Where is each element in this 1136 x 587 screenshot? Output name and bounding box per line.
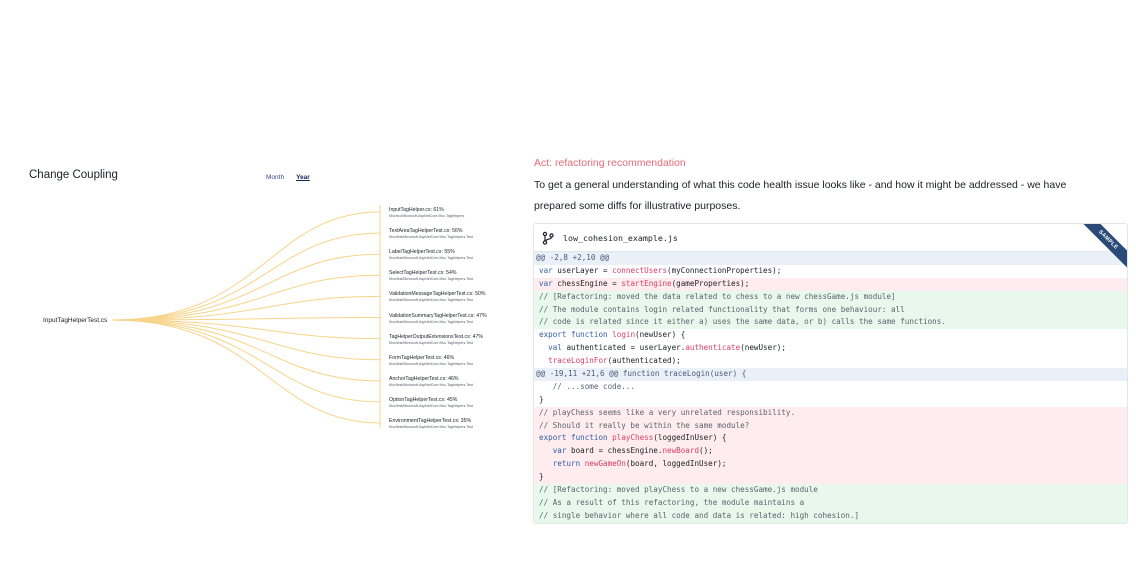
diff-added-line: // [Refactoring: moved the data related to chess to a new chessGame.js module] bbox=[534, 291, 1127, 304]
root-file-label[interactable]: InputTagHelperTest.cs bbox=[43, 317, 108, 324]
coupled-file-path: Mvc/test/Microsoft.AspNetCore.Mvc.TagHelpers.Test bbox=[389, 425, 473, 429]
git-branch-icon bbox=[541, 231, 555, 245]
coupled-file-item[interactable] bbox=[389, 249, 519, 261]
change-coupling-title: Change Coupling bbox=[29, 169, 118, 181]
diff-removed-line: var chessEngine = startEngine(gameProperties); bbox=[534, 278, 1127, 291]
diff-removed-line: export function playChess(loggedInUser) { bbox=[534, 432, 1127, 445]
diff-hunk-header: @@ -19,11 +21,6 @@ function traceLogin(user) { bbox=[534, 368, 1127, 381]
coupled-file-item[interactable] bbox=[389, 397, 519, 409]
diff-context-line: val authenticated = userLayer.authenticate(newUser); bbox=[534, 342, 1127, 355]
coupled-file-item[interactable] bbox=[389, 270, 519, 282]
diff-removed-line: var board = chessEngine.newBoard(); bbox=[534, 445, 1127, 458]
coupling-line bbox=[112, 320, 380, 360]
code-file-name: low_cohesion_example.js bbox=[563, 232, 678, 243]
coupled-file-path: Mvc/test/Microsoft.AspNetCore.Mvc.TagHelpers.Test bbox=[389, 277, 473, 282]
code-diff-card bbox=[533, 223, 1128, 524]
diff-removed-line: // Should it really be within the same module? bbox=[534, 420, 1127, 433]
coupled-file-name: EnvironmentTagHelperTest.cs: 35% bbox=[389, 418, 472, 424]
coupled-file-item[interactable] bbox=[389, 376, 519, 388]
coupled-file-path: Mvc/test/Microsoft.AspNetCore.Mvc.TagHelpers.Test bbox=[389, 256, 473, 261]
coupled-file-path: Mvc/src/Microsoft.AspNetCore.Mvc.TagHelpers bbox=[389, 214, 465, 218]
tab-month[interactable]: Month bbox=[266, 174, 285, 181]
coupled-file-path: Mvc/test/Microsoft.AspNetCore.Mvc.TagHelpers.Test bbox=[389, 382, 473, 387]
diff-context-line: export function login(newUser) { bbox=[534, 329, 1127, 342]
coupled-file-name: ValidationMessageTagHelperTest.cs: 50% bbox=[389, 291, 486, 298]
coupled-file-name: ValidationSummaryTagHelperTest.cs: 47% bbox=[389, 312, 487, 319]
diff-removed-line: return newGameOn(board, loggedInUser); bbox=[534, 458, 1127, 471]
diff-context-line: var userLayer = connectUsers(myConnectionProperties); bbox=[534, 265, 1127, 278]
change-coupling-panel bbox=[0, 0, 520, 587]
coupled-file-item[interactable] bbox=[389, 291, 519, 303]
coupled-file-name: TextAreaTagHelperTest.cs: 56% bbox=[389, 228, 463, 235]
diff-hunk-header: @@ -2,8 +2,10 @@ bbox=[534, 252, 1127, 265]
tab-year[interactable]: Year bbox=[296, 174, 310, 181]
coupled-file-name: SelectTagHelperTest.cs: 54% bbox=[389, 270, 457, 277]
coupling-line bbox=[112, 212, 380, 320]
coupled-file-path: Mvc/test/Microsoft.AspNetCore.Mvc.TagHelpers.Test bbox=[389, 361, 473, 366]
coupled-file-path: Mvc/test/Microsoft.AspNetCore.Mvc.TagHelpers.Test bbox=[389, 340, 473, 345]
diff-removed-line: // playChess seems like a very unrelated responsibility. bbox=[534, 407, 1127, 420]
coupled-file-path: Mvc/test/Microsoft.AspNetCore.Mvc.TagHelpers.Test bbox=[389, 403, 473, 408]
diff-added-line: // code is related since it either a) uses the same data, or b) calls the same functions. bbox=[534, 316, 1127, 329]
diff-removed-line: } bbox=[534, 471, 1127, 484]
diff-added-line: // single behavior where all code and data is related: high cohesion.] bbox=[534, 510, 1127, 523]
coupled-file-name: TagHelperOutputExtensionsTest.cs: 47% bbox=[389, 333, 483, 340]
coupled-file-name: FormTagHelperTest.cs: 46% bbox=[389, 354, 455, 361]
diff-added-line: // As a result of this refactoring, the module maintains a bbox=[534, 497, 1127, 510]
coupled-file-item[interactable] bbox=[389, 334, 519, 346]
sample-ribbon bbox=[1079, 224, 1127, 272]
sample-ribbon-label: SAMPLE bbox=[1079, 224, 1127, 270]
coupled-file-item[interactable] bbox=[389, 355, 519, 367]
coupled-file-item[interactable] bbox=[389, 313, 519, 325]
diff-context-line: // ...some code... bbox=[534, 381, 1127, 394]
coupled-file-item[interactable] bbox=[389, 228, 519, 240]
diff-added-line: // [Refactoring: moved playChess to a new chessGame.js module bbox=[534, 484, 1127, 497]
coupling-line bbox=[112, 320, 380, 381]
diff-added-line: // The module contains login related functionality that forms one behaviour: all bbox=[534, 304, 1127, 317]
recommendation-heading: Act: refactoring recommendation bbox=[534, 157, 686, 169]
code-card-header bbox=[534, 224, 1127, 252]
coupled-file-path: Mvc/test/Microsoft.AspNetCore.Mvc.TagHelpers.Test bbox=[389, 235, 473, 240]
coupling-line bbox=[112, 233, 380, 320]
diff-context-line: } bbox=[534, 394, 1127, 407]
coupled-file-name: AnchorTagHelperTest.cs: 46% bbox=[389, 375, 459, 382]
coupled-file-name: LabelTagHelperTest.cs: 55% bbox=[389, 249, 455, 256]
coupled-file-path: Mvc/test/Microsoft.AspNetCore.Mvc.TagHelpers.Test bbox=[389, 319, 473, 324]
coupled-file-path: Mvc/test/Microsoft.AspNetCore.Mvc.TagHelpers.Test bbox=[389, 298, 473, 303]
code-diff-lines bbox=[534, 252, 1127, 523]
recommendation-text: To get a general understanding of what this code health issue looks like - and how it might be addressed - we have prepared some diffs for illustrative purposes. bbox=[534, 179, 1067, 212]
coupled-file-name: InputTagHelper.cs: 61% bbox=[389, 207, 444, 213]
coupled-file-item[interactable] bbox=[389, 207, 519, 219]
coupled-file-name: OptionTagHelperTest.cs: 45% bbox=[389, 396, 458, 403]
coupling-line bbox=[112, 296, 380, 320]
coupled-file-item[interactable] bbox=[389, 418, 519, 430]
diff-context-line: traceLoginFor(authenticated); bbox=[534, 355, 1127, 368]
